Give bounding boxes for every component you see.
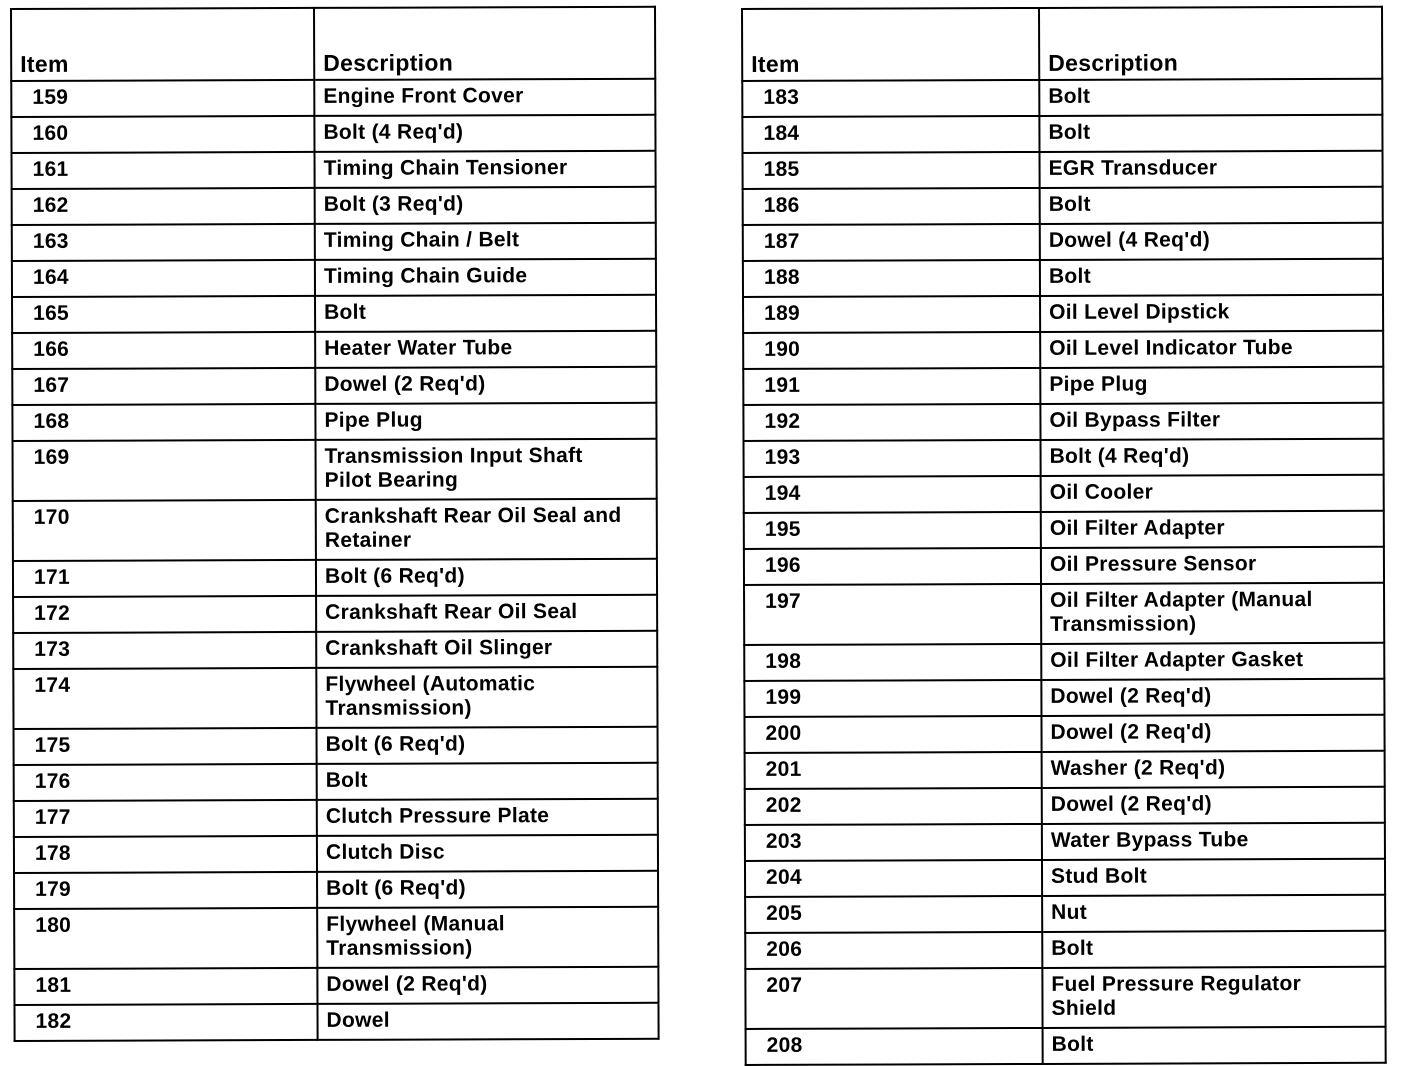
item-description: Oil Level Indicator Tube: [1040, 331, 1383, 368]
table-row: [745, 895, 1385, 933]
item-description: Oil Pressure Sensor: [1041, 547, 1384, 584]
item-number: 173: [13, 632, 316, 669]
item-description: Crankshaft Rear Oil Seal and Retainer: [316, 499, 657, 560]
item-description: Transmission Input Shaft Pilot Bearing: [316, 439, 657, 500]
table-row: [743, 295, 1383, 333]
table-row: [12, 403, 656, 441]
item-number: 205: [745, 896, 1042, 933]
description-column-header: Description: [1039, 7, 1382, 80]
item-description: Crankshaft Rear Oil Seal: [316, 595, 657, 632]
table-row: [11, 115, 655, 153]
item-description: Timing Chain / Belt: [315, 223, 656, 260]
item-description: Crankshaft Oil Slinger: [316, 631, 657, 668]
item-description: Water Bypass Tube: [1042, 823, 1385, 860]
item-description: Fuel Pressure Regulator Shield: [1042, 967, 1385, 1028]
item-description: Timing Chain Tensioner: [315, 151, 656, 188]
item-number: 190: [743, 332, 1040, 369]
item-number: 164: [12, 260, 315, 297]
item-number: 186: [743, 188, 1040, 225]
table-row: [13, 499, 657, 561]
item-column-header: Item: [742, 8, 1039, 81]
table-row: [11, 79, 655, 117]
item-description: Bolt (4 Req'd): [1041, 439, 1384, 476]
table-row: [13, 439, 657, 501]
item-number: 179: [14, 872, 317, 909]
item-column-header: Item: [11, 8, 314, 81]
item-number: 167: [12, 368, 315, 405]
item-number: 189: [743, 296, 1040, 333]
item-description: Dowel (2 Req'd): [315, 367, 656, 404]
table-row: [744, 475, 1384, 513]
item-description: Bolt: [1042, 931, 1385, 968]
table-row: [744, 511, 1384, 549]
table-row: [742, 79, 1382, 117]
item-number: 187: [743, 224, 1040, 261]
item-number: 171: [13, 560, 316, 597]
item-description: Bolt: [315, 295, 656, 332]
header-row: [742, 7, 1382, 81]
item-number: 163: [12, 224, 315, 261]
item-number: 198: [744, 644, 1041, 681]
table-row: [746, 1027, 1386, 1065]
table-row: [744, 439, 1384, 477]
item-description: Oil Level Dipstick: [1040, 295, 1383, 332]
item-number: 207: [745, 968, 1042, 1029]
item-description: Dowel: [317, 1003, 658, 1040]
table-row: [744, 583, 1384, 645]
item-description: Bolt: [317, 763, 658, 800]
table-row: [14, 799, 658, 837]
table-row: [12, 259, 656, 297]
item-description: Clutch Pressure Plate: [317, 799, 658, 836]
table-row: [745, 823, 1385, 861]
item-description: Oil Filter Adapter: [1041, 511, 1384, 548]
table-row: [744, 643, 1384, 681]
table-row: [745, 787, 1385, 825]
item-number: 193: [744, 440, 1041, 477]
table-row: [12, 223, 656, 261]
item-number: 208: [746, 1028, 1043, 1065]
item-description: Pipe Plug: [1040, 367, 1383, 404]
table-row: [744, 679, 1384, 717]
item-number: 170: [13, 500, 316, 561]
item-description: Bolt: [1039, 115, 1382, 152]
item-number: 194: [744, 476, 1041, 513]
item-number: 178: [14, 836, 317, 873]
item-number: 188: [743, 260, 1040, 297]
item-number: 174: [13, 668, 316, 729]
item-description: EGR Transducer: [1040, 151, 1383, 188]
item-description: Dowel (2 Req'd): [1042, 787, 1385, 824]
item-number: 196: [744, 548, 1041, 585]
item-number: 181: [14, 968, 317, 1005]
table-row: [12, 151, 656, 189]
item-description: Bolt (6 Req'd): [317, 871, 658, 908]
item-description: Timing Chain Guide: [315, 259, 656, 296]
table-row: [743, 331, 1383, 369]
item-number: 199: [744, 680, 1041, 717]
item-number: 185: [743, 152, 1040, 189]
item-number: 184: [742, 116, 1039, 153]
item-number: 175: [14, 728, 317, 765]
table-row: [12, 187, 656, 225]
item-description: Bolt: [1039, 79, 1382, 116]
item-number: 183: [742, 80, 1039, 117]
table-row: [742, 115, 1382, 153]
table-row: [14, 763, 658, 801]
item-description: Oil Cooler: [1041, 475, 1384, 512]
item-number: 191: [743, 368, 1040, 405]
item-description: Bolt: [1043, 1027, 1386, 1064]
item-number: 169: [13, 440, 316, 501]
item-description: Bolt (6 Req'd): [316, 559, 657, 596]
item-description: Bolt (3 Req'd): [315, 187, 656, 224]
table-row: [743, 403, 1383, 441]
item-description: Dowel (2 Req'd): [1041, 679, 1384, 716]
table-row: [743, 187, 1383, 225]
table-row: [745, 859, 1385, 897]
item-number: 204: [745, 860, 1042, 897]
table-row: [745, 967, 1385, 1029]
item-number: 202: [745, 788, 1042, 825]
table-row: [743, 259, 1383, 297]
item-description: Flywheel (Automatic Transmission): [316, 667, 657, 728]
table-row: [13, 559, 657, 597]
item-number: 206: [745, 932, 1042, 969]
item-number: 182: [14, 1004, 317, 1041]
item-description: Flywheel (Manual Transmission): [317, 907, 658, 968]
table-row: [13, 667, 657, 729]
item-description: Bolt: [1040, 187, 1383, 224]
table-row: [743, 367, 1383, 405]
item-number: 166: [12, 332, 315, 369]
table-row: [14, 907, 658, 969]
item-description: Clutch Disc: [317, 835, 658, 872]
item-description: Dowel (4 Req'd): [1040, 223, 1383, 260]
item-number: 180: [14, 908, 317, 969]
item-number: 201: [745, 752, 1042, 789]
table-row: [743, 151, 1383, 189]
item-number: 176: [14, 764, 317, 801]
table-row: [13, 595, 657, 633]
table-row: [14, 727, 658, 765]
table-row: [12, 295, 656, 333]
table-row: [744, 547, 1384, 585]
item-description: Heater Water Tube: [315, 331, 656, 368]
item-number: 159: [11, 80, 314, 117]
table-row: [744, 715, 1384, 753]
table-row: [12, 367, 656, 405]
item-number: 172: [13, 596, 316, 633]
item-number: 200: [744, 716, 1041, 753]
table-row: [14, 835, 658, 873]
table-row: [743, 223, 1383, 261]
item-description: Stud Bolt: [1042, 859, 1385, 896]
item-description: Oil Filter Adapter Gasket: [1041, 643, 1384, 680]
table-row: [14, 967, 658, 1005]
table-row: [14, 871, 658, 909]
item-description: Dowel (2 Req'd): [1041, 715, 1384, 752]
item-number: 203: [745, 824, 1042, 861]
item-description: Oil Filter Adapter (Manual Transmission): [1041, 583, 1384, 644]
parts-table-right: [741, 6, 1387, 1066]
item-description: Bolt (6 Req'd): [317, 727, 658, 764]
table-row: [14, 1003, 658, 1041]
item-description: Washer (2 Req'd): [1042, 751, 1385, 788]
table-row: [13, 631, 657, 669]
item-number: 165: [12, 296, 315, 333]
item-description: Bolt (4 Req'd): [314, 115, 655, 152]
item-number: 160: [11, 116, 314, 153]
item-description: Engine Front Cover: [314, 79, 655, 116]
parts-table-left: [10, 6, 660, 1042]
item-number: 197: [744, 584, 1041, 645]
table-row: [745, 931, 1385, 969]
item-number: 161: [12, 152, 315, 189]
header-row: [11, 7, 655, 81]
item-description: Bolt: [1040, 259, 1383, 296]
item-number: 195: [744, 512, 1041, 549]
item-description: Nut: [1042, 895, 1385, 932]
item-description: Oil Bypass Filter: [1040, 403, 1383, 440]
item-number: 192: [743, 404, 1040, 441]
item-description: Dowel (2 Req'd): [317, 967, 658, 1004]
description-column-header: Description: [314, 7, 655, 80]
item-number: 162: [12, 188, 315, 225]
table-row: [12, 331, 656, 369]
item-number: 177: [14, 800, 317, 837]
item-description: Pipe Plug: [315, 403, 656, 440]
table-row: [745, 751, 1385, 789]
item-number: 168: [12, 404, 315, 441]
